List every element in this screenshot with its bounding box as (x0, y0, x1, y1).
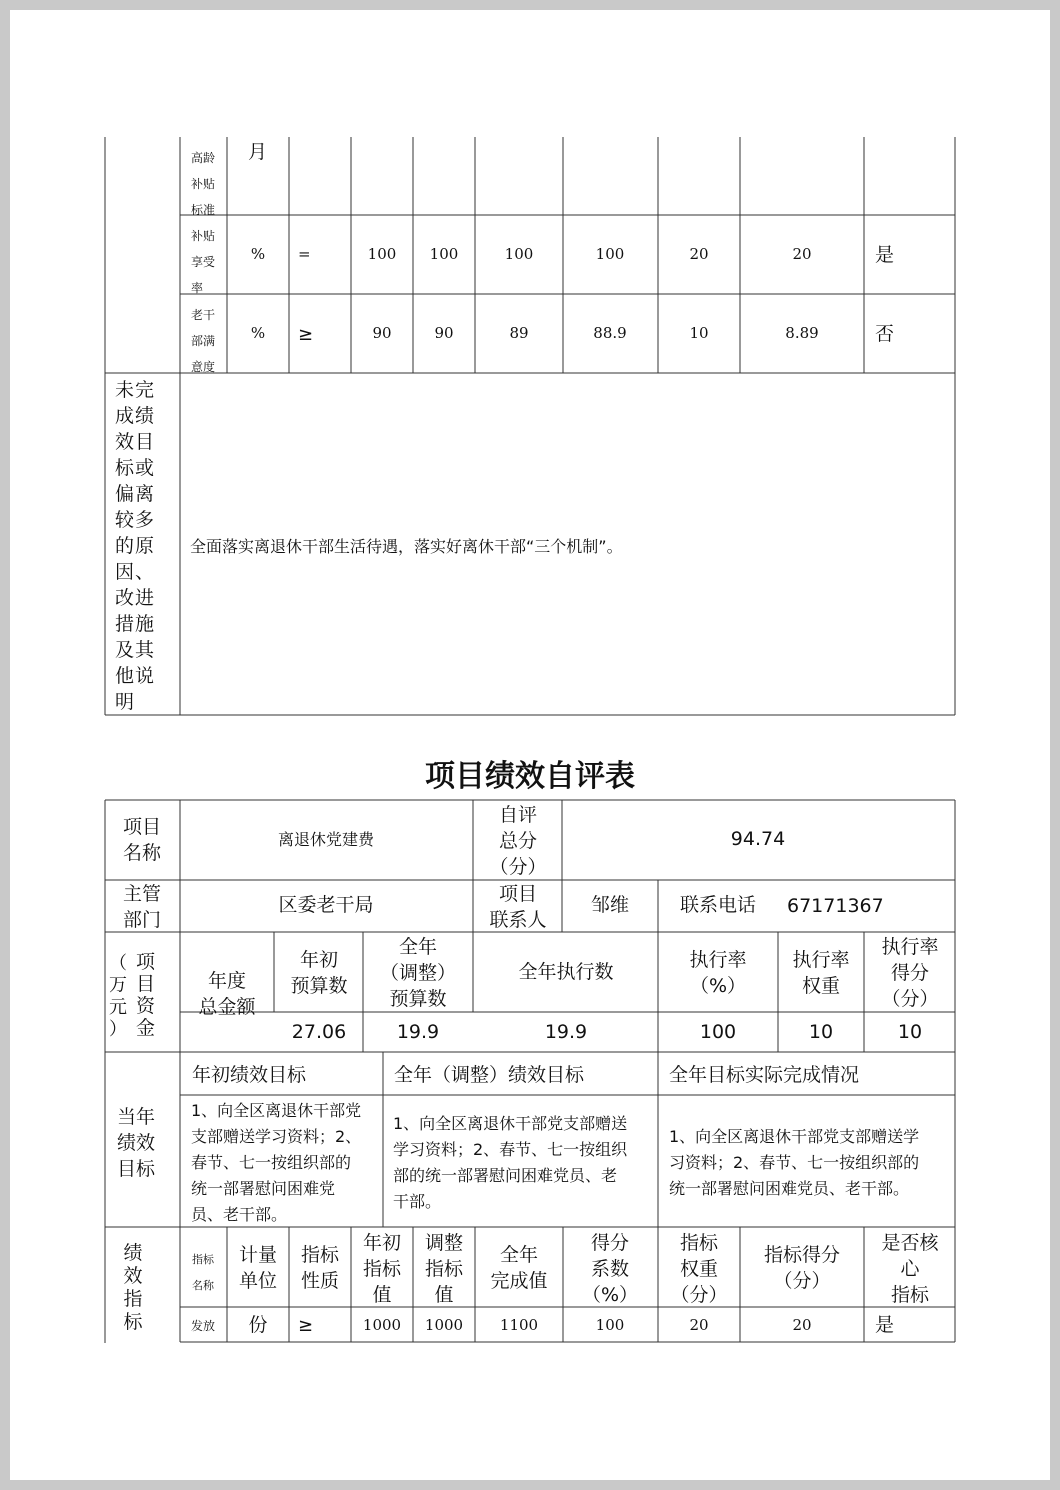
self-score-value: 94.74 (730, 828, 786, 850)
unit-header: 计量 单位 (238, 1244, 278, 1292)
value-cell: 1000 (424, 1316, 464, 1334)
value-cell: 90 (372, 324, 392, 342)
value-cell: 100 (595, 1316, 625, 1334)
adjusted-budget-header: 全年 （调整） 预算数 (379, 936, 457, 1010)
nature-cell: ≥ (298, 1315, 314, 1336)
initial-indicator-header: 年初 指标 值 (362, 1232, 402, 1306)
rate-score-header: 执行率 得分 （分） (881, 936, 939, 1010)
funds-label-left: （ 万 元 ） (109, 953, 127, 1040)
value-cell: 100 (429, 245, 459, 263)
value-cell: 1000 (362, 1316, 402, 1334)
project-name-label: 项目 名称 (122, 816, 162, 864)
core-flag-cell: 否 (875, 323, 895, 345)
indicator-name-cell: 老干 部满 意度 (191, 308, 216, 374)
rate-weight-header: 执行率 权重 (792, 949, 850, 997)
department-value: 区委老干局 (278, 894, 374, 916)
rate-weight-value: 10 (808, 1021, 834, 1043)
nature-header: 指标 性质 (300, 1244, 340, 1292)
annual-total-header: 年度 总金额 (198, 970, 256, 1018)
weight-header: 指标 权重 （分） (670, 1232, 728, 1306)
coefficient-header: 得分 系数 （%） (581, 1232, 639, 1306)
page-title: 项目绩效自评表 (425, 759, 635, 794)
phone-label: 联系电话 (679, 894, 757, 916)
value-cell: 1100 (499, 1316, 539, 1334)
value-cell: 20 (792, 245, 812, 263)
core-header: 是否核 心 指标 (881, 1232, 939, 1306)
unit-cell: % (250, 245, 266, 263)
unit-cell: 份 (248, 1314, 268, 1336)
indicator-name-cell: 补贴 享受 率 (191, 229, 216, 295)
nature-cell: ≥ (298, 324, 314, 345)
explanation-label: 未完 成绩 效目 标或 偏离 较多 的原 因、 改进 措施 及其 他说 明 (115, 379, 156, 713)
indicator-score-header: 指标得分 （分） (763, 1244, 841, 1292)
value-cell: 100 (504, 245, 534, 263)
value-cell: 10 (689, 324, 709, 342)
value-cell: 90 (434, 324, 454, 342)
actual-goal-header: 全年目标实际完成情况 (669, 1064, 860, 1086)
contact-value: 邹维 (590, 894, 630, 916)
exec-rate-value: 100 (699, 1021, 737, 1043)
value-cell: 20 (689, 245, 709, 263)
adjusted-goal-text: 1、向全区离退休干部党支部赠送 学习资料；2、春节、七一按组织 部的统一部署慰问困难党员、老 干部。 (393, 1114, 628, 1211)
annual-goals-label: 当年 绩效 目标 (116, 1106, 156, 1180)
exec-rate-header: 执行率 （%） (689, 949, 747, 997)
value-cell: 8.89 (785, 324, 819, 342)
actual-goal-text: 1、向全区离退休干部党支部赠送学 习资料；2、春节、七一按组织部的 统一部署慰问困难党员、老干部。 (669, 1127, 920, 1198)
rate-score-value: 10 (897, 1021, 923, 1043)
department-label: 主管 部门 (122, 883, 162, 931)
unit-cell: % (250, 324, 266, 342)
phone-value: 67171367 (787, 895, 884, 917)
initial-budget-header: 年初 预算数 (290, 949, 348, 997)
indicator-name-cell: 高龄 补贴 标准 (191, 151, 216, 217)
initial-goal-header: 年初绩效目标 (192, 1064, 307, 1086)
funds-label-right: 项 目 资 金 (136, 951, 156, 1039)
core-flag-cell: 是 (875, 244, 895, 266)
value-cell: 88.9 (593, 324, 627, 342)
contact-label: 项目 联系人 (489, 883, 547, 931)
indicator-name-cell: 发放 (191, 1319, 216, 1333)
self-score-label: 自评 总分 （分） (489, 804, 547, 878)
value-cell: 20 (792, 1316, 812, 1334)
initial-goal-text: 1、向全区离退休干部党 支部赠送学习资料；2、 春节、七一按组织部的 统一部署慰问困难党 员、老干部。 (191, 1101, 362, 1224)
value-cell: 89 (509, 324, 529, 342)
adjusted-indicator-header: 调整 指标 值 (424, 1232, 464, 1306)
unit-cell: 月 (248, 141, 268, 163)
completed-header: 全年 完成值 (490, 1244, 548, 1292)
value-cell: 20 (689, 1316, 709, 1334)
core-flag-cell: 是 (875, 1314, 895, 1336)
executed-value: 19.9 (544, 1021, 588, 1043)
indicator-name-header: 指标 名称 (192, 1253, 214, 1292)
indicators-label: 绩 效 指 标 (123, 1242, 143, 1333)
executed-header: 全年执行数 (518, 961, 614, 983)
value-cell: 100 (367, 245, 397, 263)
nature-cell: = (298, 245, 311, 263)
document-page (10, 10, 1050, 1480)
initial-budget-value: 27.06 (291, 1021, 347, 1043)
project-name-value: 离退休党建费 (277, 830, 375, 849)
explanation-text: 全面落实离退休干部生活待遇，落实好离休干部“三个机制”。 (190, 537, 623, 556)
value-cell: 100 (595, 245, 625, 263)
adjusted-goal-header: 全年（调整）绩效目标 (394, 1064, 585, 1086)
adjusted-budget-value: 19.9 (396, 1021, 440, 1043)
